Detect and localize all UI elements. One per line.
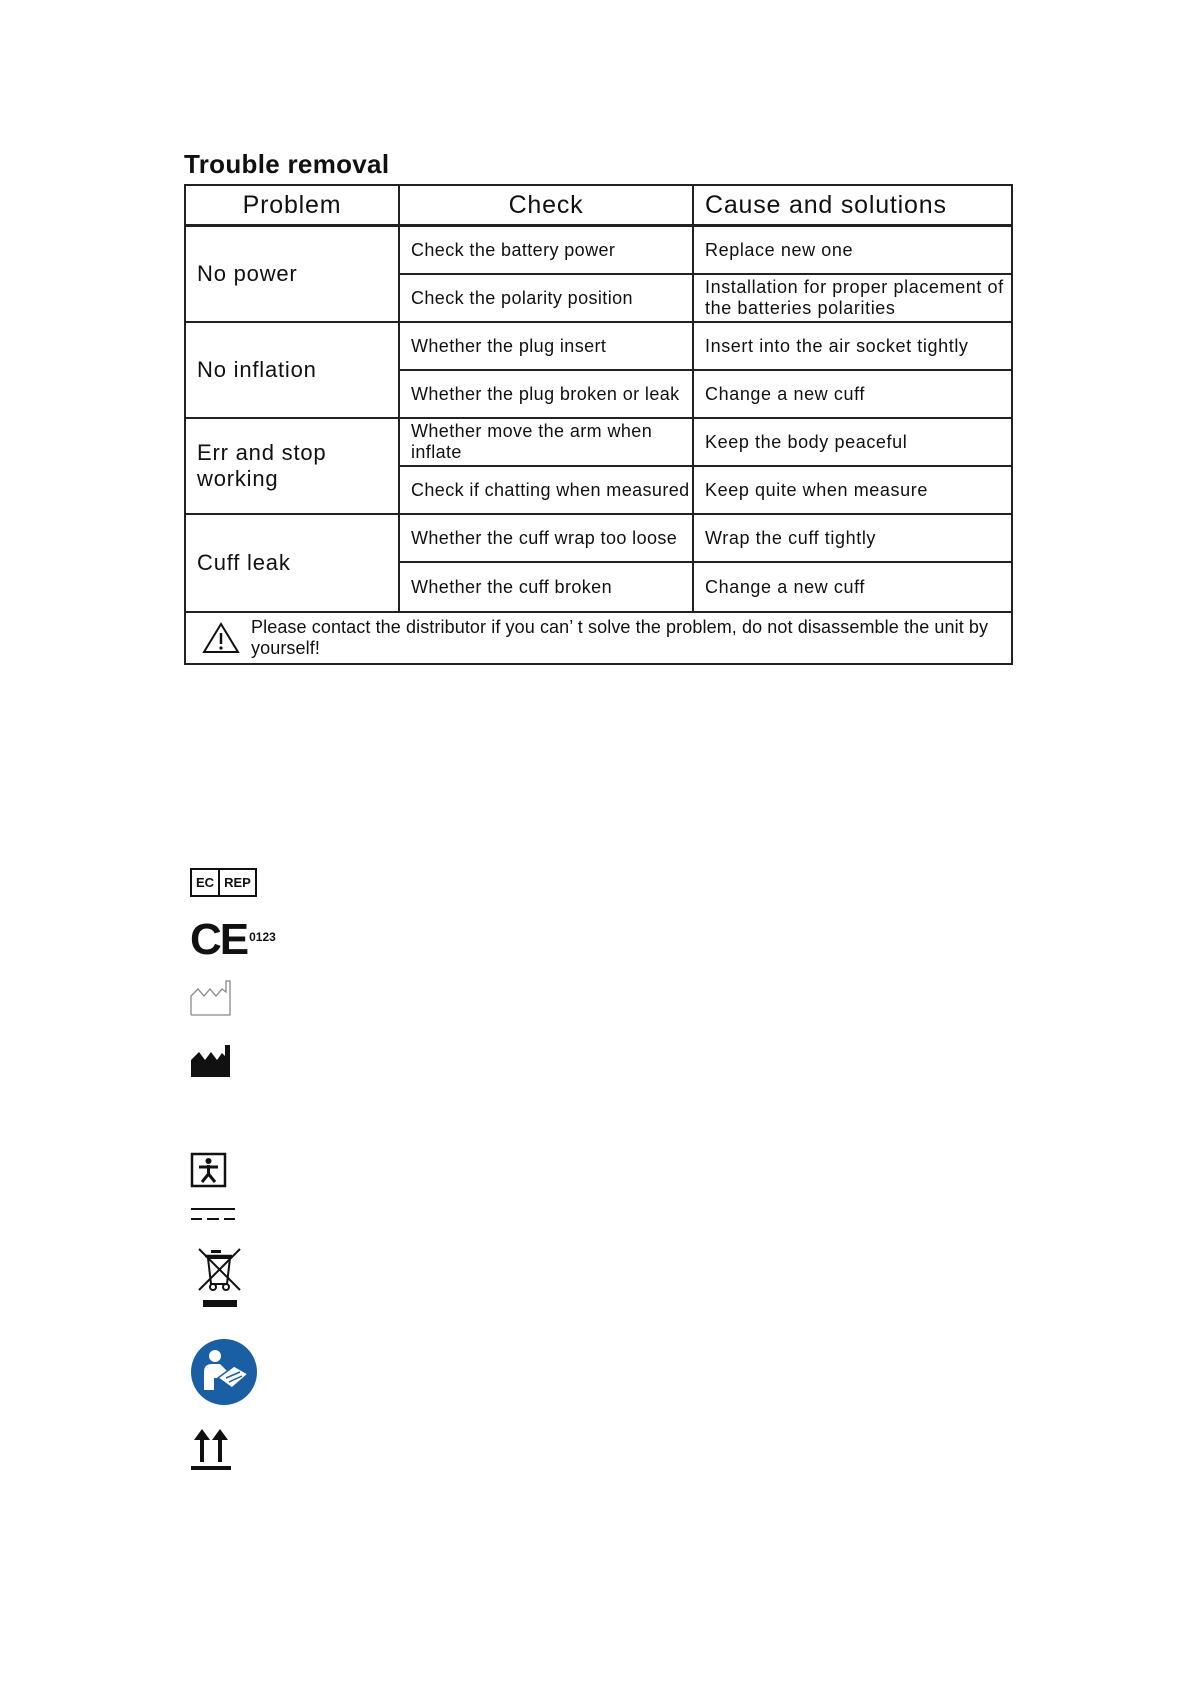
notified-body-number: 0123: [249, 930, 276, 944]
cause-cell: Keep quite when measure: [693, 466, 1012, 514]
type-bf-applied-part-icon: [190, 1152, 228, 1188]
problem-cell: Err and stop working: [185, 418, 399, 514]
manufacturer-icon: [190, 1044, 232, 1078]
check-cell: Whether the plug insert: [399, 322, 693, 370]
read-manual-icon: [190, 1338, 258, 1406]
table-row: [185, 514, 1012, 562]
ce-mark-letters: CE: [190, 915, 248, 964]
check-cell: Whether the plug broken or leak: [399, 370, 693, 418]
check-cell: Whether the cuff wrap too loose: [399, 514, 693, 562]
direct-current-icon: [190, 1206, 236, 1222]
cause-cell: Installation for proper placement of the batteries polarities: [693, 274, 1012, 322]
cause-cell: Wrap the cuff tightly: [693, 514, 1012, 562]
problem-cell: No power: [185, 226, 399, 323]
header-check: Check: [399, 185, 693, 226]
header-cause: Cause and solutions: [693, 185, 1012, 226]
cause-cell: Change a new cuff: [693, 562, 1012, 612]
table-row: [185, 322, 1012, 370]
header-problem: Problem: [185, 185, 399, 226]
notice-cell: [185, 612, 1012, 664]
trouble-removal-table: [184, 184, 1013, 665]
check-cell: Check the polarity position: [399, 274, 693, 322]
cause-cell: Keep the body peaceful: [693, 418, 1012, 466]
table-header-row: [185, 185, 1012, 226]
weee-disposal-icon: [196, 1246, 244, 1310]
cause-cell: Change a new cuff: [693, 370, 1012, 418]
cause-cell: Insert into the air socket tightly: [693, 322, 1012, 370]
check-cell: Check if chatting when measured: [399, 466, 693, 514]
check-cell: Whether move the arm when inflate: [399, 418, 693, 466]
ce-mark: [190, 915, 276, 964]
date-of-manufacture-icon: [190, 980, 232, 1016]
warning-icon: [201, 621, 241, 655]
rep-label: REP: [218, 870, 255, 895]
ec-rep-symbol: [190, 868, 257, 897]
notice-text: Please contact the distributor if you can’ t solve the problem, do not disassemble the unit by yourself!: [251, 617, 989, 658]
section-title: Trouble removal: [184, 149, 390, 179]
this-way-up-icon: [190, 1428, 232, 1472]
check-cell: Whether the cuff broken: [399, 562, 693, 612]
notice-row: [185, 612, 1012, 664]
ec-label: EC: [196, 875, 215, 890]
cause-cell: Replace new one: [693, 226, 1012, 275]
table-row: [185, 418, 1012, 466]
problem-cell: No inflation: [185, 322, 399, 418]
problem-cell: Cuff leak: [185, 514, 399, 612]
check-cell: Check the battery power: [399, 226, 693, 275]
table-row: [185, 226, 1012, 275]
